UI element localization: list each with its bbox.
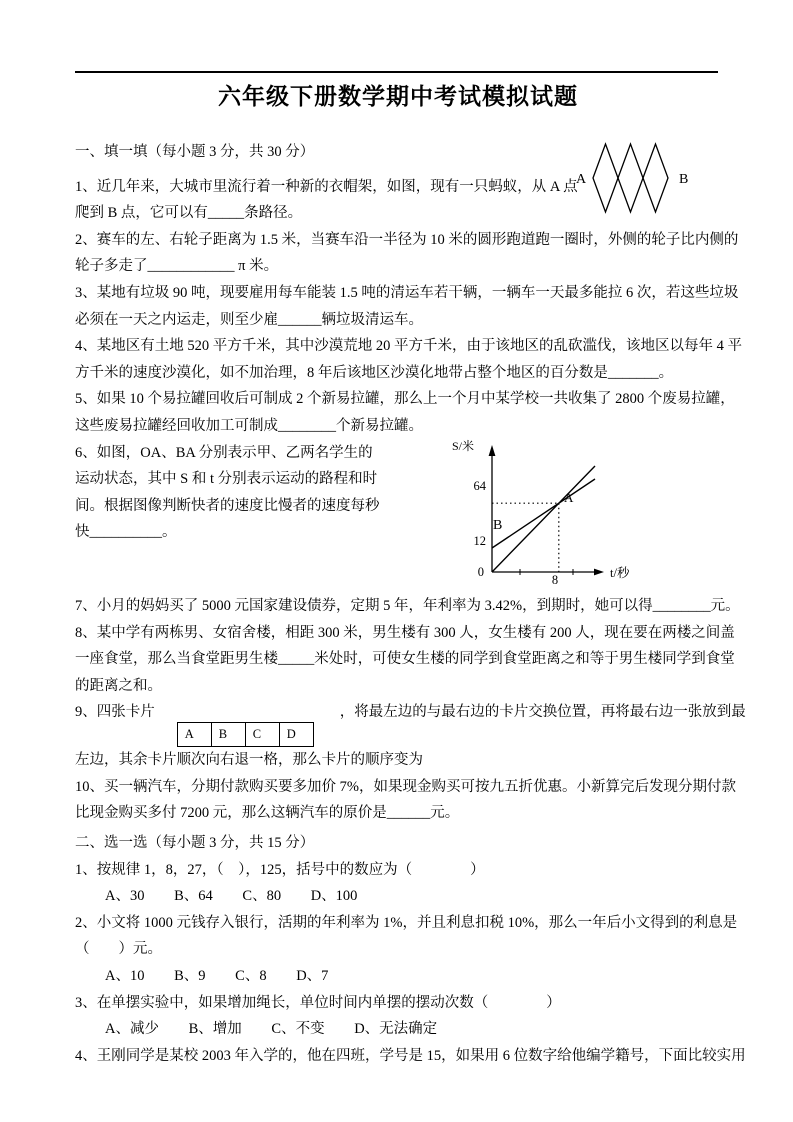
question-10-line-1: 10、买一辆汽车，分期付款购买要多加价 7%，如果现金购买可按九五折优惠。小新算完后发现分期付款 bbox=[75, 778, 736, 795]
card-cell-d: D bbox=[279, 723, 313, 746]
question-6-line-3: 间。根据图像判断快者的速度比慢者的速度每秒 bbox=[75, 497, 380, 514]
x-tick-8: 8 bbox=[551, 573, 559, 587]
choice-3-option-b: B、增加 bbox=[188, 1021, 242, 1038]
graph-y-axis-label: S/米 bbox=[452, 439, 475, 453]
y-tick-12: 12 bbox=[473, 534, 486, 548]
card-cell-c: C bbox=[245, 723, 279, 746]
point-a-label: A bbox=[564, 490, 574, 505]
question-8-line-1: 8、某中学有两栋男、女宿舍楼，相距 300 米，男生楼有 300 人，女生楼有 200 人，现在要在两楼之间盖 bbox=[75, 624, 735, 641]
choice-2-option-d: D、7 bbox=[296, 968, 329, 985]
diamond-label-a: A bbox=[576, 172, 587, 187]
page-title: 六年级下册数学期中考试模拟试题 bbox=[218, 83, 578, 109]
graph-x-axis-label: t/秒 bbox=[610, 566, 630, 580]
choice-2-options bbox=[75, 963, 721, 990]
question-1-line-1: 1、近几年来，大城市里流行着一种新的衣帽架，如图，现有一只蚂蚁，从 A 点 bbox=[75, 178, 578, 195]
question-5-line-1: 5、如果 10 个易拉罐回收后可制成 2 个新易拉罐，那么上一个月中某学校一共收集了 2800 个废易拉罐， bbox=[75, 391, 735, 408]
section1-heading: 一、填一填（每小题 3 分，共 30 分） bbox=[75, 144, 315, 160]
question-8-line-3: 的距离之和。 bbox=[75, 677, 162, 694]
choice-1-option-a: A、30 bbox=[105, 888, 145, 905]
choice-4-line-1: 4、王刚同学是某校 2003 年入学的，他在四班，学号是 15，如果用 6 位数字给他编学籍号，下面比较实用 bbox=[75, 1047, 746, 1064]
question-9-suffix: ，将最左边的与最右边的卡片交换位置，再将最右边一张放到最 bbox=[339, 704, 746, 721]
card-strip bbox=[177, 722, 314, 747]
choice-1-options bbox=[75, 883, 721, 910]
question-1-line-2: 爬到 B 点，它可以有_____条路径。 bbox=[75, 205, 303, 222]
choice-2-option-a: A、10 bbox=[105, 968, 145, 985]
point-b-label: B bbox=[493, 518, 503, 533]
question-7-line-1: 7、小月的妈妈买了 5000 元国家建设债券，定期 5 年，年利率为 3.42%，到期时，她可以得________元。 bbox=[75, 597, 740, 614]
choice-1-option-c: C、80 bbox=[242, 888, 282, 905]
question-6-line-4: 快__________。 bbox=[75, 524, 177, 541]
question-2-line-2: 轮子多走了____________ π 米。 bbox=[75, 258, 279, 275]
question-10-line-2: 比现金购买多付 7200 元，那么这辆汽车的原价是______元。 bbox=[75, 805, 460, 822]
choice-3-line-1: 3、在单摆实验中，如果增加绳长，单位时间内单摆的摆动次数（ ） bbox=[75, 994, 561, 1011]
question-5-line-2: 这些废易拉罐经回收加工可制成________个新易拉罐。 bbox=[75, 417, 423, 434]
question-6-line-2: 运动状态，其中 S 和 t 分别表示运动的路程和时 bbox=[75, 471, 378, 488]
card-cell-b: B bbox=[211, 723, 245, 746]
question-8-line-2: 一座食堂，那么当食堂距男生楼_____米处时，可使女生楼的同学到食堂距离之和等于男生楼同学到食堂 bbox=[75, 651, 735, 668]
question-4-line-1: 4、某地区有土地 520 平方千米，其中沙漠荒地 20 平方千米，由于该地区的乱砍滥伐，该地区以每年 4 平 bbox=[75, 338, 742, 355]
choice-3-option-a: A、减少 bbox=[105, 1021, 159, 1038]
choice-2-line-1: 2、小文将 1000 元钱存入银行，活期的年利率为 1%，并且利息扣税 10%，那么一年后小文得到的利息是 bbox=[75, 914, 738, 931]
origin-label: 0 bbox=[477, 565, 484, 579]
question-3-line-2: 必须在一天之内运走，则至少雇______辆垃圾清运车。 bbox=[75, 311, 423, 328]
question-3-line-1: 3、某地有垃圾 90 吨，现要雇用每车能装 1.5 吨的清运车若干辆，一辆车一天最多能拉 6 次，若这些垃圾 bbox=[75, 284, 739, 301]
choice-3-options bbox=[75, 1016, 721, 1043]
question-9-line-1 bbox=[75, 699, 746, 747]
question-6-line-1: 6、如图，OA、BA 分别表示甲、乙两名学生的 bbox=[75, 444, 373, 461]
y-tick-64: 64 bbox=[473, 479, 486, 493]
section2-heading: 二、选一选（每小题 3 分，共 15 分） bbox=[75, 835, 315, 852]
choice-1-line-1: 1、按规律 1，8，27，（ ），125，括号中的数应为（ ） bbox=[75, 861, 485, 878]
card-cell-a: A bbox=[184, 727, 194, 742]
question-9-line-2: 左边，其余卡片顺次向右退一格，那么卡片的顺序变为 bbox=[75, 752, 423, 769]
question-9-prefix: 9、四张卡片 bbox=[75, 704, 155, 721]
choice-1-option-d: D、100 bbox=[310, 888, 358, 905]
choice-1-option-b: B、64 bbox=[174, 888, 213, 905]
question-4-line-2: 方千米的速度沙漠化，如不加治理，8 年后该地区沙漠化地带占整个地区的百分数是_______。 bbox=[75, 364, 674, 381]
choice-2-line-2: （ ）元。 bbox=[75, 941, 162, 958]
diamond-label-b: B bbox=[679, 172, 689, 187]
choice-2-option-c: C、8 bbox=[235, 968, 267, 985]
question-2-line-1: 2、赛车的左、右轮子距离为 1.5 米，当赛车沿一半径为 10 米的圆形跑道跑一圈时，外侧的轮子比内侧的 bbox=[75, 231, 739, 248]
choice-3-option-c: C、不变 bbox=[271, 1021, 325, 1038]
choice-3-option-d: D、无法确定 bbox=[354, 1021, 438, 1038]
top-rule bbox=[75, 71, 718, 73]
choice-2-option-b: B、9 bbox=[174, 968, 206, 985]
